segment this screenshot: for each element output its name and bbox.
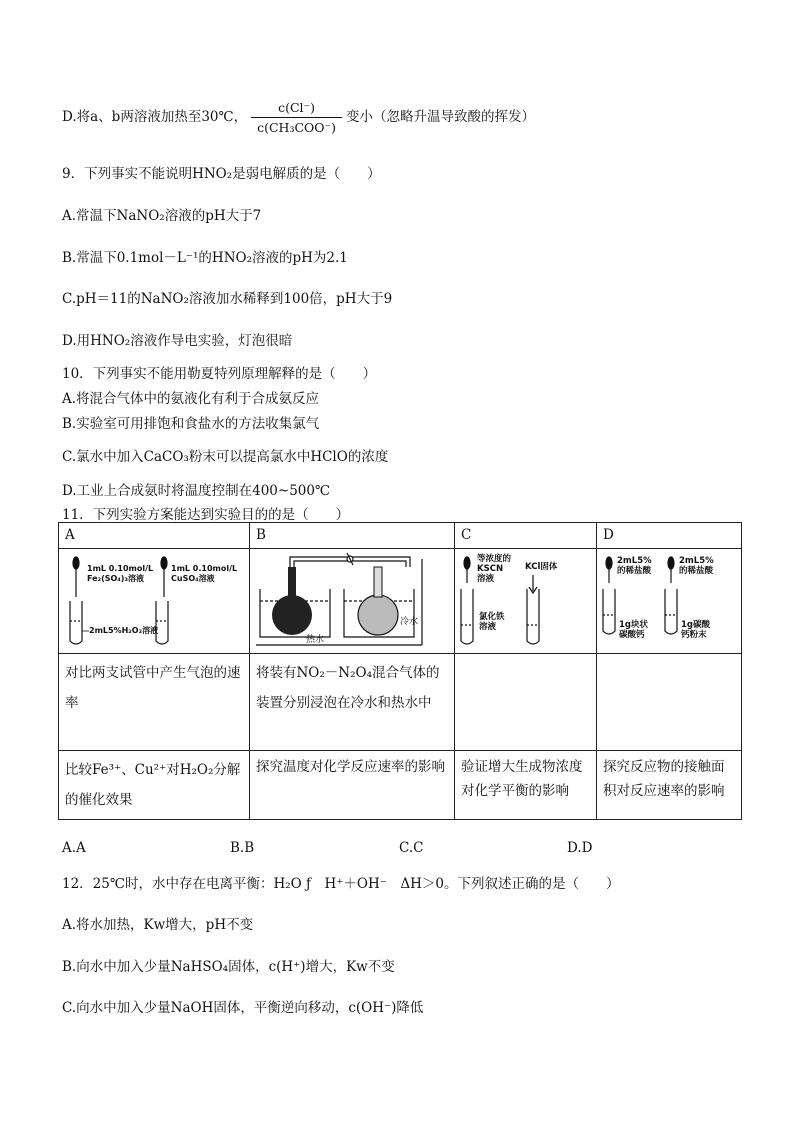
apparatus-a [59,549,250,654]
q8-d-pre: D.将a、b两溶液加热至30℃， [62,109,248,125]
experiment-table [58,522,742,820]
goal-c: 验证增大生成物浓度对化学平衡的影响 [455,751,597,820]
c-label-1: 等浓度的 [477,554,512,564]
header-a: A [59,523,250,549]
d-label-br1: 1g碳酸 [681,620,710,630]
q11-option-b: B.B [230,840,255,856]
d-label-bl1: 1g块状 [619,620,648,630]
d-label-br2: 钙粉末 [681,630,707,640]
q11-option-d: D.D [567,840,593,856]
c-label-bottom1: 氯化铁 [479,612,505,622]
apparatus-d [597,549,742,654]
header-c: C [455,523,597,549]
q8-option-d [62,100,535,135]
d-label-right1: 2mL5% [679,556,714,566]
q10-option-c: C.氯水中加入CaCO₃粉末可以提高氯水中HClO的浓度 [62,449,389,465]
q12-option-c: C.向水中加入少量NaOH固体，平衡逆向移动，c(OH⁻)降低 [62,1000,424,1016]
q10-option-a: A.将混合气体中的氨液化有利于合成氨反应 [62,391,320,407]
b-label-hot: 热水 [306,635,325,645]
desc-a: 对比两支试管中产生气泡的速率 [59,654,250,751]
q8-fraction [251,100,342,135]
apparatus-c [455,549,597,654]
q11-option-c: C.C [399,840,424,856]
goal-d: 探究反应物的接触面积对反应速率的影响 [597,751,742,820]
apparatus-b [250,549,455,654]
q9-option-c: C.pH＝11的NaNO₂溶液加水稀释到100倍，pH大于9 [62,291,393,307]
d-label-left2: 的稀盐酸 [617,566,652,576]
q11-option-a: A.A [62,840,86,856]
desc-d [597,654,742,751]
q9-option-d: D.用HNO₂溶液作导电实验，灯泡很暗 [62,333,293,349]
a-label-left2: Fe₂(SO₄)₃溶液 [87,574,144,583]
d-label-bl2: 碳酸钙 [619,630,645,640]
a-label-left: 1mL 0.10mol/L [87,564,154,573]
q11-stem: 11．下列实验方案能达到实验目的的是（ ） [62,507,350,523]
q8-frac-den: c(CH₃COO⁻) [251,117,342,135]
q9-option-a: A.常温下NaNO₂溶液的pH大于7 [62,208,262,224]
c-label-solid: KCl固体 [525,562,558,572]
q12-option-b: B.向水中加入少量NaHSO₄固体，c(H⁺)增大，Kw不变 [62,959,395,975]
desc-b: 将装有NO₂－N₂O₄混合气体的装置分别浸泡在冷水和热水中 [250,654,455,751]
q10-option-d: D.工业上合成氨时将温度控制在400~500℃ [62,483,331,499]
table-picture-row [59,549,742,654]
q12-stem: 12．25℃时，水中存在电离平衡：H₂O ƒ H⁺＋OH⁻ ΔH＞0。下列叙述正确的是（ ） [62,876,620,892]
goal-a: 比较Fe³⁺、Cu²⁺对H₂O₂分解的催化效果 [59,751,250,820]
b-label-cold: 冷水 [400,617,419,627]
d-label-left1: 2mL5% [617,556,652,566]
c-label-2: KSCN [477,564,504,574]
q10-stem: 10．下列事实不能用勒夏特列原理解释的是（ ） [62,366,377,382]
a-label-right: 1mL 0.10mol/L [171,564,238,573]
desc-c [455,654,597,751]
c-label-bottom2: 溶液 [479,622,497,632]
a-label-bottom: 2mL5%H₂O₂溶液 [89,626,159,635]
q10-option-b: B.实验室可用排饱和食盐水的方法收集氯气 [62,416,320,432]
goal-b: 探究温度对化学反应速率的影响 [250,751,455,820]
table-goal-row [59,751,742,820]
d-label-right2: 的稀盐酸 [679,566,714,576]
header-b: B [250,523,455,549]
q9-option-b: B.常温下0.1mol－L⁻¹的HNO₂溶液的pH为2.1 [62,250,348,266]
q8-frac-num: c(Cl⁻) [278,100,316,115]
a-label-right2: CuSO₄溶液 [171,574,215,583]
q8-d-post: 变小（忽略升温导致酸的挥发） [346,109,535,125]
header-d: D [597,523,742,549]
table-description-row [59,654,742,751]
q9-stem: 9．下列事实不能说明HNO₂是弱电解质的是（ ） [62,166,381,182]
c-label-3: 溶液 [477,574,495,584]
q12-option-a: A.将水加热，Kw增大，pH不变 [62,917,254,933]
table-header-row [59,523,742,549]
